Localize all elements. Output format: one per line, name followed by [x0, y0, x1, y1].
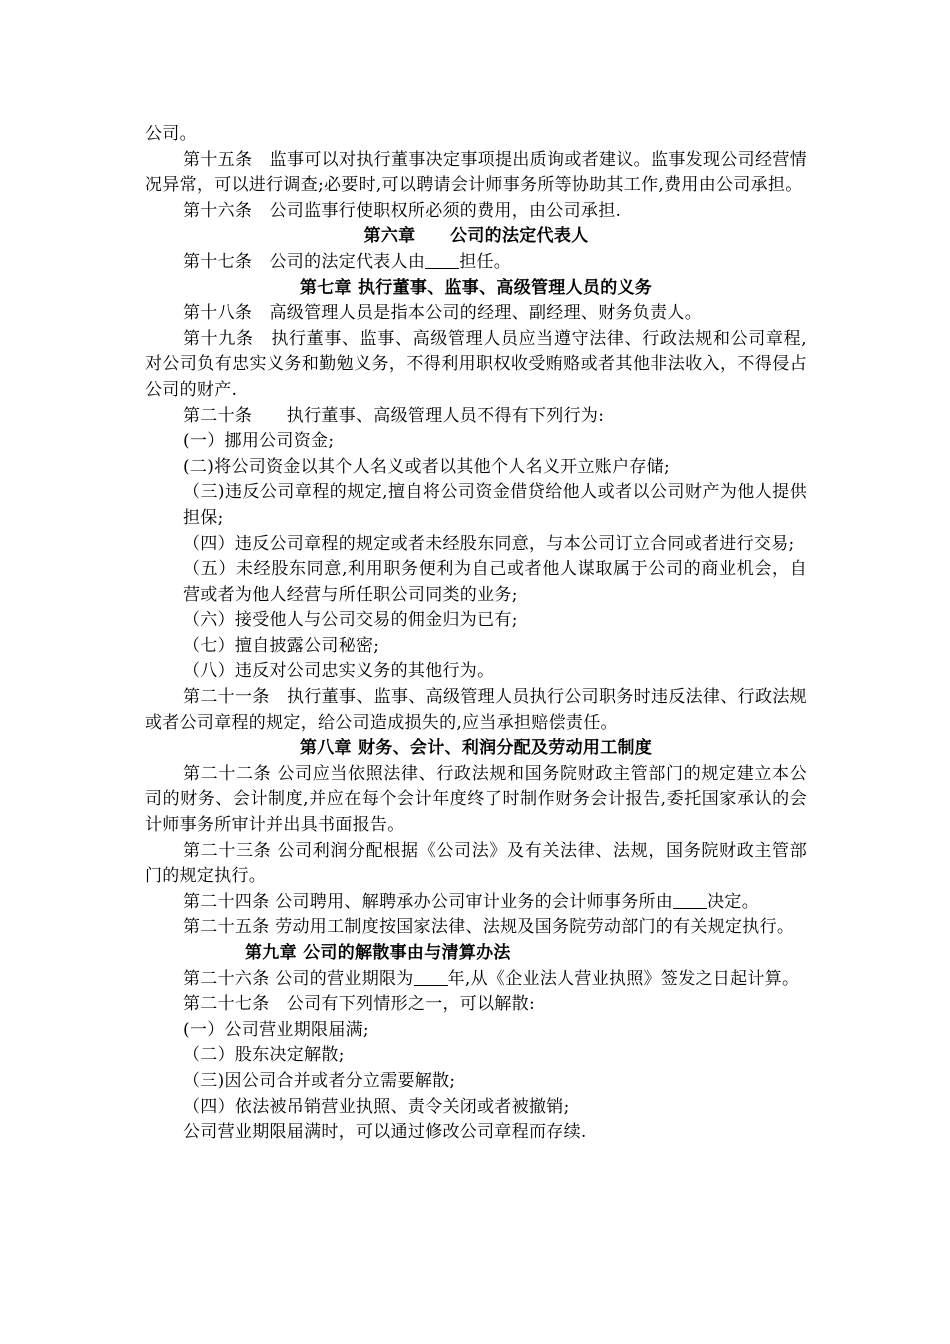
article-25: 第二十五条 劳动用工制度按国家法律、法规及国务院劳动部门的有关规定执行。: [183, 917, 795, 938]
article-26: [145, 967, 807, 993]
article-24-tail: 决定。: [707, 891, 760, 912]
article-20-item-3: （三)违反公司章程的规定,擅自将公司资金借贷给他人或者以公司财产为他人提供担保;: [183, 482, 807, 528]
blank-field: [425, 252, 459, 269]
article-20-item-8: （八）违反对公司忠实义务的其他行为。: [183, 661, 495, 682]
document-page: [145, 122, 807, 1146]
article-19: 第十九条 执行董事、监事、高级管理人员应当遵守法律、行政法规和公司章程,对公司负有忠实义务和勤勉义务，不得利用职权收受贿赂或者其他非法收入，不得侵占公司的财产.: [145, 328, 807, 400]
article-20: 第二十条 执行董事、高级管理人员不得有下列行为:: [183, 405, 605, 426]
article-17-text: 第十七条 公司的法定代表人由: [183, 251, 426, 272]
chapter-7-heading: 第七章 执行董事、监事、高级管理人员的义务: [299, 277, 653, 298]
paragraph-continuation: 公司。: [145, 124, 197, 144]
article-16: 第十六条 公司监事行使职权所必须的费用，由公司承担.: [183, 200, 622, 221]
article-27-item-3: （三)因公司合并或者分立需要解散;: [183, 1070, 456, 1091]
article-27: 第二十七条 公司有下列情形之一，可以解散:: [183, 994, 536, 1015]
article-24-text: 第二十四条 公司聘用、解聘承办公司审计业务的会计师事务所由: [183, 891, 674, 912]
article-18: 第十八条 高级管理人员是指本公司的经理、副经理、财务负责人。: [183, 303, 702, 324]
article-26-text: 第二十六条 公司的营业期限为: [183, 968, 414, 989]
article-26-tail: 年,从《企业法人营业执照》签发之日起计算。: [447, 968, 800, 989]
article-27-item-4: （四）依法被吊销营业执照、责令关闭或者被撤销;: [183, 1096, 570, 1117]
article-27-item-1: (一）公司营业期限届满;: [183, 1019, 369, 1040]
article-20-item-1: (一）挪用公司资金;: [183, 431, 335, 452]
article-20-item-7: （七）擅自披露公司秘密;: [183, 635, 380, 656]
chapter-9-heading: 第九章 公司的解散事由与清算办法: [245, 943, 511, 963]
chapter-8-heading: 第八章 财务、会计、利润分配及劳动用工制度: [299, 738, 653, 759]
chapter-6-heading: 第六章 公司的法定代表人: [363, 226, 589, 247]
closing-paragraph: 公司营业期限届满时，可以通过修改公司章程而存续.: [183, 1122, 587, 1143]
article-20-item-4: （四）违反公司章程的规定或者未经股东同意，与本公司订立合同或者进行交易;: [183, 533, 795, 554]
article-21: 第二十一条 执行董事、监事、高级管理人员执行公司职务时违反法律、行政法规或者公司章程的规定，给公司造成损失的,应当承担赔偿责任。: [145, 687, 807, 733]
article-20-item-6: （六）接受他人与公司交易的佣金归为已有;: [183, 610, 518, 631]
blank-field: [414, 969, 448, 986]
article-20-item-5: （五）未经股东同意,利用职务便利为自己或者他人谋取属于公司的商业机会，自营或者为他人经营与所任职公司同类的业务;: [183, 559, 807, 605]
article-15: 第十五条 监事可以对执行董事决定事项提出质询或者建议。监事发现公司经营情况异常，可以进行调查;必要时,可以聘请会计师事务所等协助其工作,费用由公司承担。: [145, 149, 807, 196]
article-23: 第二十三条 公司利润分配根据《公司法》及有关法律、法规，国务院财政主管部门的规定执行。: [145, 840, 807, 887]
article-17: [145, 250, 807, 276]
blank-field: [673, 892, 707, 909]
article-20-item-2: (二)将公司资金以其个人名义或者以其他个人名义开立账户存储;: [183, 456, 670, 477]
article-17-tail: 担任。: [459, 251, 512, 272]
article-27-item-2: （二）股东决定解散;: [183, 1045, 345, 1066]
article-24: [145, 890, 807, 916]
article-22: 第二十二条 公司应当依照法律、行政法规和国务院财政主管部门的规定建立本公司的财务、会计制度,并应在每个会计年度终了时制作财务会计报告,委托国家承认的会计师事务所审计并出具书面报告。: [145, 763, 807, 836]
